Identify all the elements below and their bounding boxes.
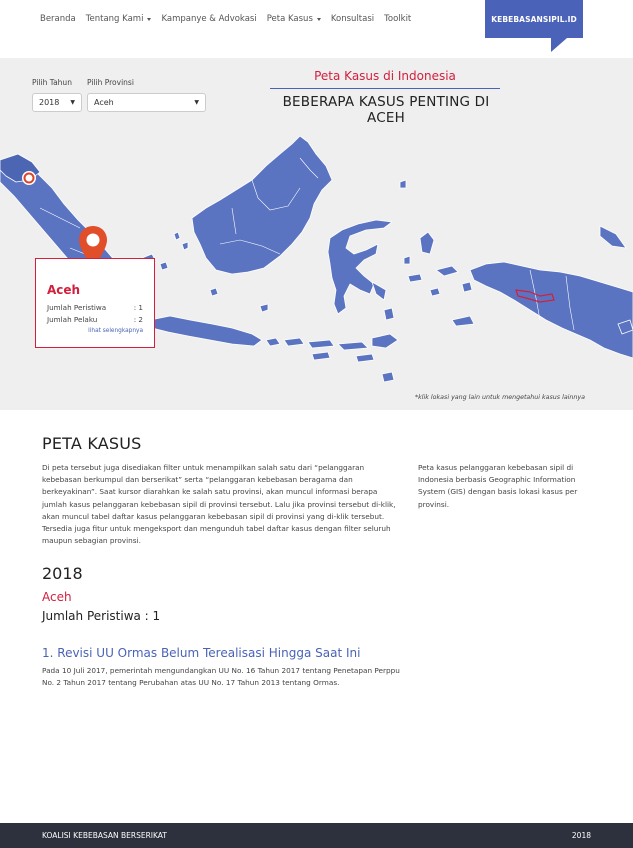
result-count: Jumlah Peristiwa : 1 bbox=[42, 609, 161, 623]
map-title: BEBERAPA KASUS PENTING DI ACEH bbox=[282, 94, 490, 126]
island-kalimantan bbox=[192, 136, 332, 274]
footer-year: 2018 bbox=[571, 831, 591, 840]
location-marker-small[interactable] bbox=[22, 171, 36, 185]
map-section bbox=[0, 58, 633, 410]
case-title-link[interactable]: 1. Revisi UU Ormas Belum Terealisasi Hingga Saat Ini bbox=[42, 646, 361, 660]
brand-logo[interactable]: KEBEBASANSIPIL.ID bbox=[485, 0, 583, 38]
result-year: 2018 bbox=[42, 564, 83, 583]
footer-org: KOALISI KEBEBASAN BERSERIKAT bbox=[42, 831, 167, 840]
province-select[interactable] bbox=[87, 93, 206, 112]
nav-item-kampanye[interactable] bbox=[161, 14, 256, 24]
nav-item-toolkit[interactable] bbox=[384, 14, 411, 24]
section-paragraph-right: Peta kasus pelanggaran kebebasan sipil di Indonesia berbasis Geographic Information System (GIS) dengan basis lokasi kasus per provinsi. bbox=[418, 463, 578, 509]
map-subtitle: Peta Kasus di Indonesia bbox=[314, 69, 456, 83]
nav-label: Tentang Kami bbox=[85, 14, 144, 24]
popup-province: Aceh bbox=[47, 283, 81, 297]
island-sulawesi bbox=[328, 220, 392, 314]
brand-logo-tail bbox=[551, 38, 567, 52]
nav-label: Peta Kasus bbox=[266, 14, 313, 24]
nav-item-tentang-kami[interactable] bbox=[86, 14, 152, 24]
section-heading: PETA KASUS bbox=[42, 434, 142, 453]
year-select-value: 2018 bbox=[39, 98, 60, 107]
province-select-value: Aceh bbox=[94, 98, 114, 107]
year-filter-label: Pilih Tahun bbox=[32, 78, 72, 87]
top-navbar bbox=[0, 0, 633, 58]
popup-incidents-label: Jumlah Peristiwa bbox=[47, 303, 107, 312]
chevron-down-icon bbox=[317, 18, 321, 21]
nav-item-peta-kasus[interactable] bbox=[267, 14, 321, 24]
main-nav bbox=[40, 14, 421, 24]
nav-label: Kampanye & Advokasi bbox=[161, 14, 257, 24]
case-body: Pada 10 Juli 2017, pemerintah mengundangkan UU No. 16 Tahun 2017 tentang Penetapan Perppu No. 2 Tahun 2017 tentang Perubahan atas UU No. 17 Tahun 2013 tentang Ormas. bbox=[42, 666, 400, 688]
popup-more-link[interactable]: lihat selengkapnya bbox=[88, 328, 143, 334]
popup-perpetrators-label: Jumlah Pelaku bbox=[47, 315, 98, 324]
footer bbox=[0, 823, 633, 848]
section-paragraph-left: Di peta tersebut juga disediakan filter untuk menampilkan salah satu dari “pelanggaran kebebasan berkumpul dan berserikat” serta “pelanggaran kebebasan beragama dan berkeyakinan”. Saat kursor diarahkan ke salah satu provinsi, akan muncul informasi berapa jumlah kasus pelanggaran kebebasan sipil di provinsi tersebut. Lalu jika provinsi tersebut di-klik, akan muncul tabel daftar kasus pelanggaran kebebasan sipil di provinsi yang di-klik tersebut. Tersedia juga fitur untuk mengeksport dan mengunduh tabel daftar kasus dengan filter seluruh maupun sebagian provinsi. bbox=[42, 463, 396, 546]
nav-label: Beranda bbox=[40, 14, 76, 24]
popup-incidents-value: : 1 bbox=[133, 303, 143, 312]
popup-perpetrators-row bbox=[47, 315, 143, 324]
nav-item-konsultasi[interactable] bbox=[331, 14, 374, 24]
island-papua bbox=[470, 262, 633, 358]
nav-label: Konsultasi bbox=[330, 14, 375, 24]
select-arrow-icon: ▼ bbox=[194, 99, 199, 106]
popup-incidents-row bbox=[47, 303, 143, 312]
nav-label: Toolkit bbox=[384, 14, 412, 24]
island-java bbox=[150, 316, 262, 346]
year-select[interactable] bbox=[32, 93, 82, 112]
province-popup bbox=[35, 258, 155, 348]
map-title-divider bbox=[270, 88, 500, 89]
result-province: Aceh bbox=[42, 590, 72, 604]
province-filter-label: Pilih Provinsi bbox=[87, 78, 134, 87]
nav-item-beranda[interactable] bbox=[40, 14, 76, 24]
select-arrow-icon: ▼ bbox=[70, 99, 75, 106]
map-note: *klik lokasi yang lain untuk mengetahui kasus lainnya bbox=[414, 394, 585, 401]
popup-perpetrators-value: : 2 bbox=[133, 315, 143, 324]
chevron-down-icon bbox=[147, 18, 151, 21]
